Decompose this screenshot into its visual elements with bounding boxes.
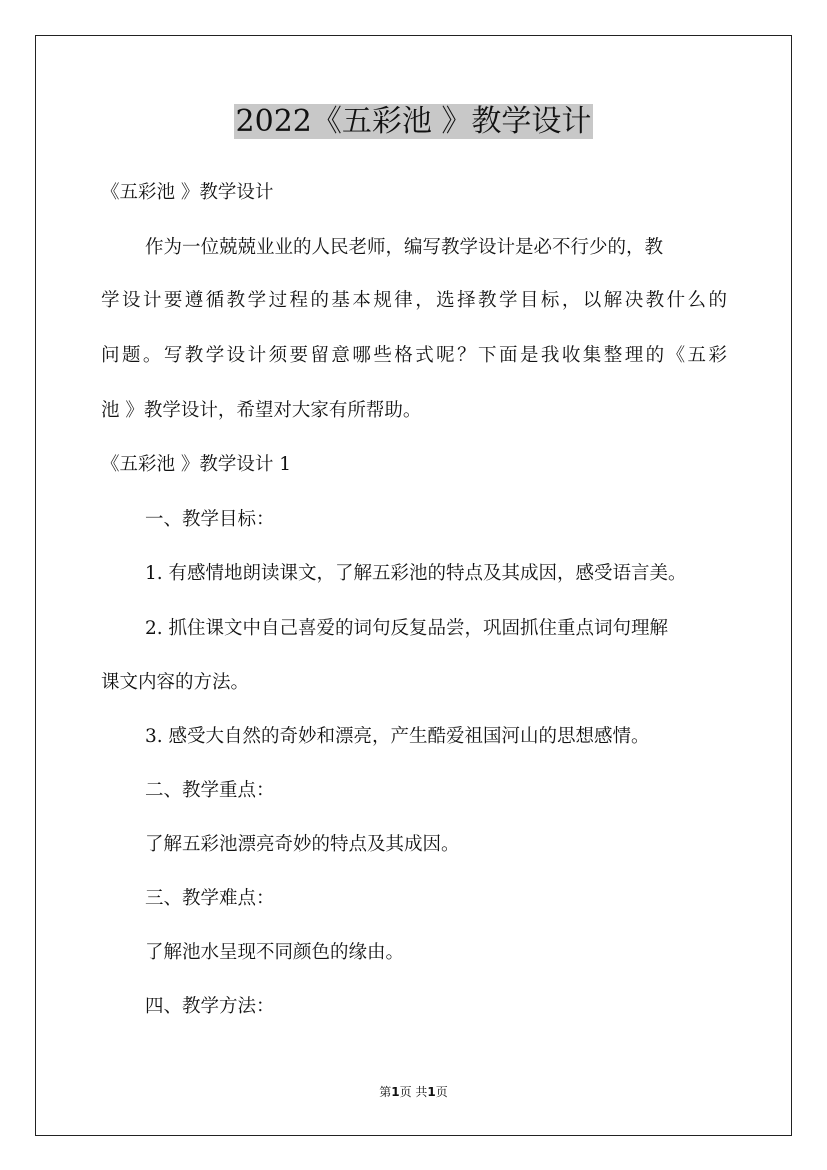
goal-2-line-2: 课文内容的方法。 [101, 672, 250, 693]
key-text: 了解五彩池漂亮奇妙的特点及其成因。 [145, 834, 460, 855]
method-heading: 四、教学方法： [145, 996, 275, 1017]
footer-suffix: 页 [435, 1085, 448, 1099]
goals-heading: 一、教学目标： [145, 509, 275, 530]
footer-page-number: 1 [391, 1085, 400, 1099]
intro-line-4: 池 》教学设计，希望对大家有所帮助。 [101, 400, 422, 421]
footer-total-pages: 1 [427, 1085, 436, 1099]
document-subtitle: 《五彩池 》教学设计 [101, 182, 274, 203]
intro-line-3: 问题。写教学设计须要留意哪些格式呢？下面是我收集整理的《五彩 [101, 345, 727, 366]
goal-2-line-1: 2. 抓住课文中自己喜爱的词句反复品尝，巩固抓住重点词句理解 [145, 618, 669, 639]
goal-1: 1. 有感情地朗读课文，了解五彩池的特点及其成因，感受语言美。 [145, 563, 687, 584]
footer-prefix: 第 [379, 1085, 392, 1099]
goal-3: 3. 感受大自然的奇妙和漂亮，产生酷爱祖国河山的思想感情。 [145, 726, 650, 747]
document-title [0, 100, 827, 144]
document-title-text: 2022《五彩池 》教学设计 [235, 104, 592, 139]
intro-line-1: 作为一位兢兢业业的人民老师，编写教学设计是必不行少的，教 [145, 237, 664, 258]
difficulty-text: 了解池水呈现不同颜色的缘由。 [145, 942, 405, 963]
page-footer [0, 1084, 827, 1100]
intro-line-2: 学设计要遵循教学过程的基本规律，选择教学目标，以解决教什么的 [101, 290, 727, 311]
difficulty-heading: 三、教学难点： [145, 888, 275, 909]
footer-mid: 页 共 [399, 1085, 428, 1099]
key-heading: 二、教学重点： [145, 780, 275, 801]
section-title: 《五彩池 》教学设计 1 [101, 454, 292, 475]
